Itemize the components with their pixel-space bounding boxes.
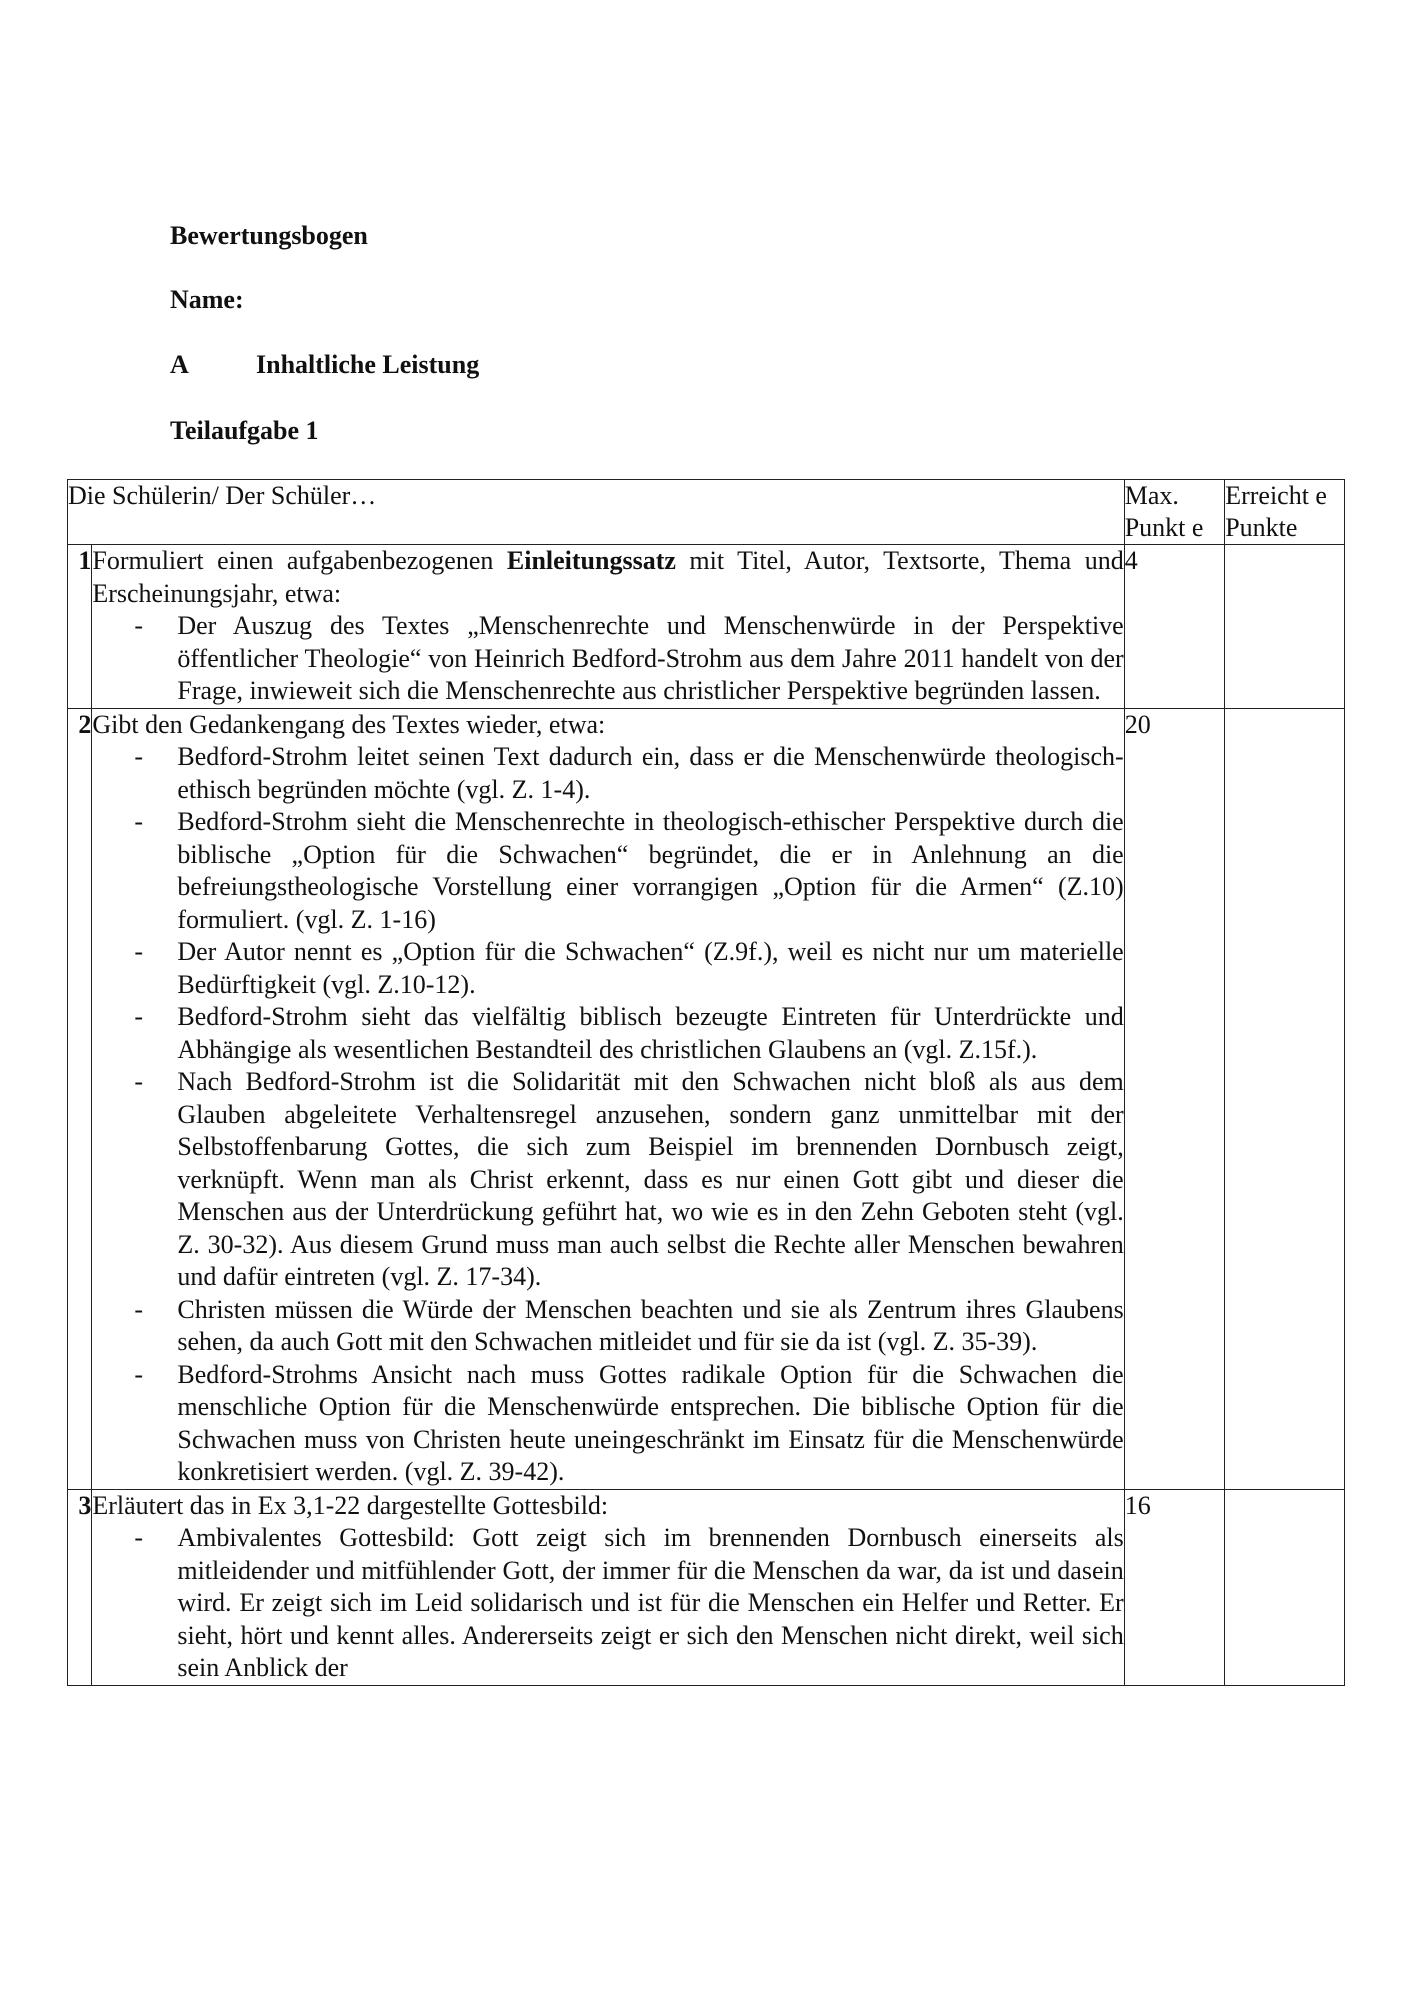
assessment-table [67, 479, 1345, 1686]
achieved-points-cell[interactable] [1225, 545, 1345, 709]
expected-points-list [92, 741, 1123, 1489]
list-item: - Christen müssen die Würde der Menschen beachten und sie als Zentrum ihres Glaubens sehen, da auch Gott mit den Schwachen mitleidet und für sie da ist (vgl. Z. 35-39). [92, 1294, 1123, 1359]
achieved-points-cell[interactable] [1225, 1489, 1345, 1685]
expected-points-list [92, 610, 1123, 708]
col-header-student: Die Schülerin/ Der Schüler… [68, 480, 1125, 545]
col-header-max-points: Max. Punkt e [1124, 480, 1224, 545]
list-item: - Bedford-Strohms Ansicht nach muss Gottes radikale Option für die Schwachen die menschliche Option für die Menschenwürde entsprechen. Die biblische Option für die Schwachen muss von Christen heute uneingeschränkt im Einsatz für die Menschenwürde konkretisiert werden. (vgl. Z. 39-42). [92, 1359, 1123, 1489]
list-item: - Der Auszug des Textes „Menschenrechte und Menschenwürde in der Perspektive öffentlicher Theologie“ von Heinrich Bedford-Strohm aus dem Jahre 2011 handelt von der Frage, inwieweit sich die Menschenrechte aus christlicher Perspektive begründen lassen. [92, 610, 1123, 708]
max-points-cell: 16 [1124, 1489, 1224, 1685]
col-header-achieved-points: Erreicht e Punkte [1225, 480, 1345, 545]
section-title: Inhaltliche Leistung [256, 350, 480, 379]
table-row [68, 708, 1345, 1489]
task-keyword: Einleitungssatz [506, 546, 676, 575]
row-task-description [92, 545, 1123, 610]
row-task-description [92, 709, 1123, 742]
row-number: 1 [68, 545, 92, 709]
row-task-description [92, 1490, 1123, 1523]
row-content [92, 708, 1124, 1489]
name-label: Name: [170, 285, 244, 314]
max-points-cell: 4 [1124, 545, 1224, 709]
row-content [92, 545, 1124, 709]
section-heading [170, 350, 479, 380]
table-row [68, 1489, 1345, 1685]
row-content [92, 1489, 1124, 1685]
list-item: - Ambivalentes Gottesbild: Gott zeigt sich im brennenden Dornbusch einerseits als mitleidender und mitfühlender Gott, der immer für die Menschen da war, da ist und dasein wird. Er zeigt sich im Leid solidarisch und ist für die Menschen ein Helfer und Retter. Er sieht, hört und kennt alles. Andererseits zeigt er sich den Menschen nicht direkt, weil sich sein Anblick der [92, 1522, 1123, 1685]
row-number: 3 [68, 1489, 92, 1685]
list-item: - Der Autor nennt es „Option für die Schwachen“ (Z.9f.), weil es nicht nur um materielle Bedürftigkeit (vgl. Z.10-12). [92, 936, 1123, 1001]
task-text: Formuliert einen aufgabenbezogenen [92, 546, 507, 575]
task-text: Gibt den Gedankengang des Textes wieder, etwa: [92, 709, 606, 739]
task-text: Erläutert das in Ex 3,1-22 dargestellte Gottesbild: [92, 1490, 609, 1520]
table-header-row [68, 480, 1345, 545]
max-points-cell: 20 [1124, 708, 1224, 1489]
list-item: - Nach Bedford-Strohm ist die Solidarität mit den Schwachen nicht bloß als aus dem Glauben abgeleitete Verhaltensregel anzusehen, sondern ganz unmittelbar mit der Selbstoffenbarung Gottes, die sich zum Beispiel im brennenden Dornbusch zeigt, verknüpft. Wenn man als Christ erkennt, dass es nur einen Gott gibt und dieser die Menschen aus der Unterdrückung geführt hat, wo wie es in den Zehn Geboten steht (vgl. Z. 30-32). Aus diesem Grund muss man auch selbst die Rechte aller Menschen bewahren und dafür eintreten (vgl. Z. 17-34). [92, 1066, 1123, 1294]
row-number: 2 [68, 708, 92, 1489]
subtask-heading: Teilaufgabe 1 [170, 416, 319, 445]
list-item: - Bedford-Strohm sieht die Menschenrechte in theologisch-ethischer Perspektive durch die biblische „Option für die Schwachen“ begründet, die er in Anlehnung an die befreiungstheologische Vorstellung einer vorrangigen „Option für die Armen“ (Z.10) formuliert. (vgl. Z. 1-16) [92, 806, 1123, 936]
task-text-continued: mit Titel, Autor, Textsorte, Thema und Erscheinungsjahr, etwa: [92, 546, 1124, 608]
table-row [68, 545, 1345, 709]
section-letter: A [170, 350, 189, 379]
expected-points-list [92, 1522, 1123, 1685]
document-title: Bewertungsbogen [170, 221, 368, 250]
list-item: - Bedford-Strohm sieht das vielfältig biblisch bezeugte Eintreten für Unterdrückte und Abhängige als wesentlichen Bestandteil des christlichen Glaubens an (vgl. Z.15f.). [92, 1001, 1123, 1066]
list-item: - Bedford-Strohm leitet seinen Text dadurch ein, dass er die Menschenwürde theologisch-ethisch begründen möchte (vgl. Z. 1-4). [92, 741, 1123, 806]
achieved-points-cell[interactable] [1225, 708, 1345, 1489]
